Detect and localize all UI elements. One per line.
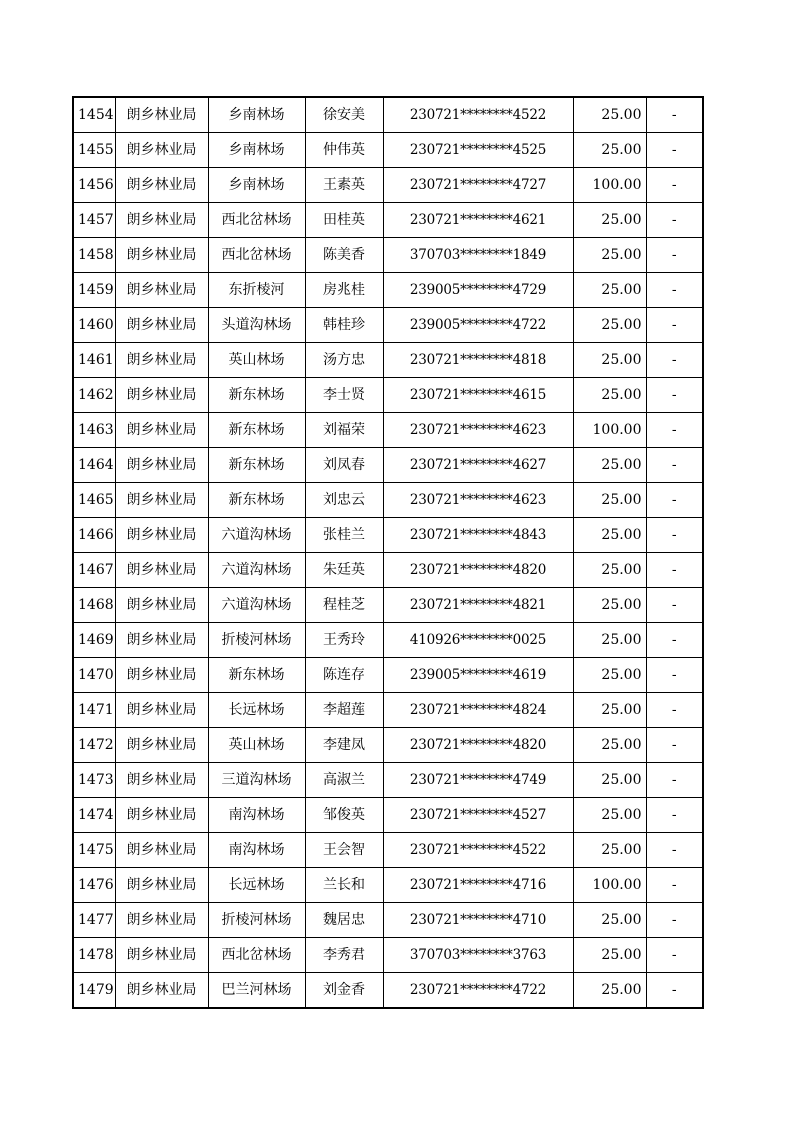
person-name-cell: 刘金香 — [305, 973, 383, 1009]
farm-cell: 头道沟林场 — [208, 308, 305, 343]
id-number-cell: 230721********4820 — [383, 553, 573, 588]
bureau-cell: 朗乡林业局 — [115, 308, 208, 343]
row-number: 1478 — [73, 938, 115, 973]
amount-cell: 25.00 — [573, 483, 646, 518]
bureau-cell: 朗乡林业局 — [115, 133, 208, 168]
farm-cell: 折棱河林场 — [208, 903, 305, 938]
person-name-cell: 李秀君 — [305, 938, 383, 973]
farm-cell: 长远林场 — [208, 693, 305, 728]
person-name-cell: 王秀玲 — [305, 623, 383, 658]
person-name-cell: 程桂芝 — [305, 588, 383, 623]
id-number-cell: 230721********4722 — [383, 973, 573, 1009]
amount-cell: 25.00 — [573, 133, 646, 168]
person-name-cell: 田桂英 — [305, 203, 383, 238]
remark-cell: - — [646, 693, 703, 728]
row-number: 1465 — [73, 483, 115, 518]
id-number-cell: 230721********4820 — [383, 728, 573, 763]
person-name-cell: 陈连存 — [305, 658, 383, 693]
person-name-cell: 高淑兰 — [305, 763, 383, 798]
remark-cell: - — [646, 658, 703, 693]
row-number: 1464 — [73, 448, 115, 483]
person-name-cell: 徐安美 — [305, 97, 383, 133]
person-name-cell: 刘福荣 — [305, 413, 383, 448]
amount-cell: 25.00 — [573, 343, 646, 378]
bureau-cell: 朗乡林业局 — [115, 623, 208, 658]
table-row — [73, 553, 703, 588]
bureau-cell: 朗乡林业局 — [115, 553, 208, 588]
id-number-cell: 230721********4749 — [383, 763, 573, 798]
row-number: 1474 — [73, 798, 115, 833]
bureau-cell: 朗乡林业局 — [115, 658, 208, 693]
table-row — [73, 728, 703, 763]
row-number: 1461 — [73, 343, 115, 378]
amount-cell: 25.00 — [573, 903, 646, 938]
person-name-cell: 李士贤 — [305, 378, 383, 413]
remark-cell: - — [646, 553, 703, 588]
person-name-cell: 邹俊英 — [305, 798, 383, 833]
remark-cell: - — [646, 798, 703, 833]
row-number: 1473 — [73, 763, 115, 798]
remark-cell: - — [646, 973, 703, 1009]
person-name-cell: 李超莲 — [305, 693, 383, 728]
farm-cell: 六道沟林场 — [208, 518, 305, 553]
remark-cell: - — [646, 483, 703, 518]
table-row — [73, 483, 703, 518]
farm-cell: 乡南林场 — [208, 168, 305, 203]
amount-cell: 25.00 — [573, 658, 646, 693]
amount-cell: 100.00 — [573, 413, 646, 448]
table-row — [73, 868, 703, 903]
table-row — [73, 693, 703, 728]
table-row — [73, 238, 703, 273]
row-number: 1471 — [73, 693, 115, 728]
person-name-cell: 朱廷英 — [305, 553, 383, 588]
farm-cell: 乡南林场 — [208, 97, 305, 133]
farm-cell: 新东林场 — [208, 378, 305, 413]
amount-cell: 25.00 — [573, 938, 646, 973]
roster-table — [72, 96, 704, 1009]
remark-cell: - — [646, 623, 703, 658]
row-number: 1468 — [73, 588, 115, 623]
row-number: 1475 — [73, 833, 115, 868]
id-number-cell: 230721********4716 — [383, 868, 573, 903]
amount-cell: 100.00 — [573, 868, 646, 903]
row-number: 1456 — [73, 168, 115, 203]
id-number-cell: 230721********4710 — [383, 903, 573, 938]
id-number-cell: 239005********4729 — [383, 273, 573, 308]
row-number: 1476 — [73, 868, 115, 903]
id-number-cell: 230721********4527 — [383, 798, 573, 833]
bureau-cell: 朗乡林业局 — [115, 833, 208, 868]
id-number-cell: 230721********4615 — [383, 378, 573, 413]
bureau-cell: 朗乡林业局 — [115, 868, 208, 903]
row-number: 1462 — [73, 378, 115, 413]
id-number-cell: 410926********0025 — [383, 623, 573, 658]
id-number-cell: 230721********4522 — [383, 97, 573, 133]
remark-cell: - — [646, 273, 703, 308]
id-number-cell: 230721********4818 — [383, 343, 573, 378]
remark-cell: - — [646, 903, 703, 938]
row-number: 1469 — [73, 623, 115, 658]
table-row — [73, 938, 703, 973]
row-number: 1460 — [73, 308, 115, 343]
farm-cell: 新东林场 — [208, 448, 305, 483]
id-number-cell: 230721********4824 — [383, 693, 573, 728]
remark-cell: - — [646, 833, 703, 868]
row-number: 1470 — [73, 658, 115, 693]
farm-cell: 新东林场 — [208, 658, 305, 693]
row-number: 1454 — [73, 97, 115, 133]
remark-cell: - — [646, 238, 703, 273]
roster-body — [73, 97, 703, 1008]
row-number: 1466 — [73, 518, 115, 553]
table-row — [73, 973, 703, 1009]
bureau-cell: 朗乡林业局 — [115, 763, 208, 798]
remark-cell: - — [646, 448, 703, 483]
remark-cell: - — [646, 763, 703, 798]
row-number: 1477 — [73, 903, 115, 938]
farm-cell: 三道沟林场 — [208, 763, 305, 798]
amount-cell: 25.00 — [573, 448, 646, 483]
table-row — [73, 623, 703, 658]
amount-cell: 25.00 — [573, 308, 646, 343]
farm-cell: 六道沟林场 — [208, 553, 305, 588]
table-row — [73, 658, 703, 693]
table-row — [73, 133, 703, 168]
id-number-cell: 230721********4525 — [383, 133, 573, 168]
amount-cell: 25.00 — [573, 973, 646, 1009]
farm-cell: 南沟林场 — [208, 833, 305, 868]
table-row — [73, 448, 703, 483]
person-name-cell: 房兆桂 — [305, 273, 383, 308]
bureau-cell: 朗乡林业局 — [115, 938, 208, 973]
bureau-cell: 朗乡林业局 — [115, 238, 208, 273]
person-name-cell: 魏居忠 — [305, 903, 383, 938]
bureau-cell: 朗乡林业局 — [115, 168, 208, 203]
remark-cell: - — [646, 378, 703, 413]
farm-cell: 六道沟林场 — [208, 588, 305, 623]
table-row — [73, 763, 703, 798]
person-name-cell: 韩桂珍 — [305, 308, 383, 343]
id-number-cell: 370703********3763 — [383, 938, 573, 973]
remark-cell: - — [646, 97, 703, 133]
bureau-cell: 朗乡林业局 — [115, 693, 208, 728]
bureau-cell: 朗乡林业局 — [115, 203, 208, 238]
remark-cell: - — [646, 518, 703, 553]
table-row — [73, 308, 703, 343]
amount-cell: 25.00 — [573, 518, 646, 553]
table-row — [73, 588, 703, 623]
table-row — [73, 833, 703, 868]
farm-cell: 新东林场 — [208, 413, 305, 448]
table-row — [73, 378, 703, 413]
bureau-cell: 朗乡林业局 — [115, 483, 208, 518]
remark-cell: - — [646, 588, 703, 623]
table-row — [73, 518, 703, 553]
person-name-cell: 李建凤 — [305, 728, 383, 763]
bureau-cell: 朗乡林业局 — [115, 97, 208, 133]
farm-cell: 西北岔林场 — [208, 238, 305, 273]
person-name-cell: 张桂兰 — [305, 518, 383, 553]
amount-cell: 25.00 — [573, 623, 646, 658]
amount-cell: 25.00 — [573, 97, 646, 133]
bureau-cell: 朗乡林业局 — [115, 343, 208, 378]
remark-cell: - — [646, 413, 703, 448]
id-number-cell: 230721********4623 — [383, 483, 573, 518]
bureau-cell: 朗乡林业局 — [115, 973, 208, 1009]
id-number-cell: 230721********4727 — [383, 168, 573, 203]
bureau-cell: 朗乡林业局 — [115, 273, 208, 308]
id-number-cell: 230721********4821 — [383, 588, 573, 623]
person-name-cell: 兰长和 — [305, 868, 383, 903]
id-number-cell: 230721********4621 — [383, 203, 573, 238]
farm-cell: 西北岔林场 — [208, 938, 305, 973]
row-number: 1467 — [73, 553, 115, 588]
amount-cell: 25.00 — [573, 588, 646, 623]
farm-cell: 折棱河林场 — [208, 623, 305, 658]
bureau-cell: 朗乡林业局 — [115, 588, 208, 623]
remark-cell: - — [646, 308, 703, 343]
id-number-cell: 230721********4522 — [383, 833, 573, 868]
farm-cell: 南沟林场 — [208, 798, 305, 833]
id-number-cell: 239005********4722 — [383, 308, 573, 343]
table-row — [73, 97, 703, 133]
id-number-cell: 370703********1849 — [383, 238, 573, 273]
row-number: 1472 — [73, 728, 115, 763]
amount-cell: 25.00 — [573, 763, 646, 798]
farm-cell: 西北岔林场 — [208, 203, 305, 238]
farm-cell: 巴兰河林场 — [208, 973, 305, 1009]
amount-cell: 25.00 — [573, 693, 646, 728]
person-name-cell: 王素英 — [305, 168, 383, 203]
farm-cell: 长远林场 — [208, 868, 305, 903]
amount-cell: 100.00 — [573, 168, 646, 203]
id-number-cell: 239005********4619 — [383, 658, 573, 693]
farm-cell: 英山林场 — [208, 728, 305, 763]
remark-cell: - — [646, 868, 703, 903]
amount-cell: 25.00 — [573, 378, 646, 413]
person-name-cell: 汤方忠 — [305, 343, 383, 378]
row-number: 1479 — [73, 973, 115, 1009]
amount-cell: 25.00 — [573, 798, 646, 833]
remark-cell: - — [646, 728, 703, 763]
table-row — [73, 798, 703, 833]
id-number-cell: 230721********4843 — [383, 518, 573, 553]
table-row — [73, 168, 703, 203]
amount-cell: 25.00 — [573, 553, 646, 588]
table-row — [73, 343, 703, 378]
farm-cell: 英山林场 — [208, 343, 305, 378]
amount-cell: 25.00 — [573, 273, 646, 308]
row-number: 1457 — [73, 203, 115, 238]
person-name-cell: 王会智 — [305, 833, 383, 868]
remark-cell: - — [646, 938, 703, 973]
remark-cell: - — [646, 343, 703, 378]
bureau-cell: 朗乡林业局 — [115, 448, 208, 483]
row-number: 1455 — [73, 133, 115, 168]
table-row — [73, 203, 703, 238]
id-number-cell: 230721********4627 — [383, 448, 573, 483]
row-number: 1459 — [73, 273, 115, 308]
person-name-cell: 刘凤春 — [305, 448, 383, 483]
bureau-cell: 朗乡林业局 — [115, 903, 208, 938]
row-number: 1463 — [73, 413, 115, 448]
farm-cell: 乡南林场 — [208, 133, 305, 168]
table-row — [73, 413, 703, 448]
remark-cell: - — [646, 168, 703, 203]
person-name-cell: 刘忠云 — [305, 483, 383, 518]
person-name-cell: 陈美香 — [305, 238, 383, 273]
amount-cell: 25.00 — [573, 238, 646, 273]
remark-cell: - — [646, 133, 703, 168]
bureau-cell: 朗乡林业局 — [115, 518, 208, 553]
id-number-cell: 230721********4623 — [383, 413, 573, 448]
bureau-cell: 朗乡林业局 — [115, 413, 208, 448]
person-name-cell: 仲伟英 — [305, 133, 383, 168]
amount-cell: 25.00 — [573, 728, 646, 763]
amount-cell: 25.00 — [573, 833, 646, 868]
table-row — [73, 903, 703, 938]
farm-cell: 东折棱河 — [208, 273, 305, 308]
table-row — [73, 273, 703, 308]
bureau-cell: 朗乡林业局 — [115, 728, 208, 763]
bureau-cell: 朗乡林业局 — [115, 378, 208, 413]
farm-cell: 新东林场 — [208, 483, 305, 518]
bureau-cell: 朗乡林业局 — [115, 798, 208, 833]
row-number: 1458 — [73, 238, 115, 273]
remark-cell: - — [646, 203, 703, 238]
amount-cell: 25.00 — [573, 203, 646, 238]
